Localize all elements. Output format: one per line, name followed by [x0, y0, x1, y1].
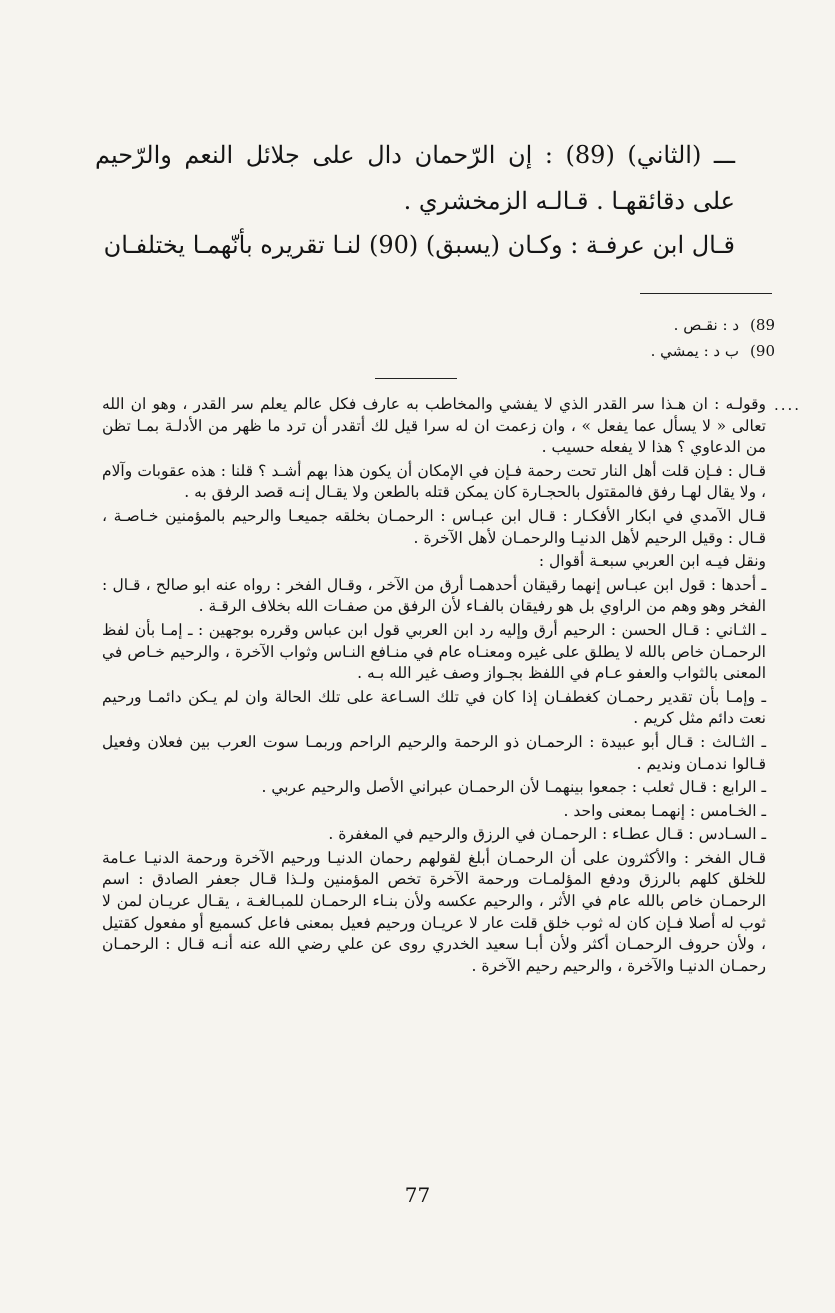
- main-text-block: [95, 132, 735, 224]
- footnote-text: ب د : يمشي .: [650, 342, 739, 360]
- commentary-paragraph: ـ الخـامس : إنهمـا بمعنى واحد .: [563, 801, 766, 820]
- footnote-separator: [640, 293, 772, 294]
- commentary-paragraph: وقولـه : ان هـذا سر القدر الذي لا يفشي والمخاطب به عارف فكل عالم يعلم سر القدر ، وهو ان الله تعالى « لا يسأل عما يفعل » ، وان زعمت ان له سرا قيل لك أتقدر أن ترد ما ظهر من الأدلـة بمـا تظن من الدعاوي ؟ هذا لا يفعله حسيب .: [102, 395, 766, 457]
- commentary-paragraph: ـ الثـالث : قـال أبو عبيدة : الرحمـان ذو الرحمة والرحيم الراحم وربمـا سوت العرب بين فعلان وفعيل قـالوا ندمـان ونديم .: [102, 732, 766, 773]
- commentary-paragraph: ونقل فيـه ابن العربي سبعـة أقوال :: [538, 552, 766, 571]
- main-text-block-2: [95, 222, 735, 268]
- footnote-number: 89): [750, 316, 775, 334]
- commentary-paragraph: ـ الرابع : قـال ثعلب : جمعوا بينهمـا لأن الرحمـان عبراني الأصل والرحيم عربي .: [261, 778, 766, 797]
- commentary-paragraph: ـ أحدها : قول ابن عبـاس إنهما رقيقان أحدهمـا أرق من الآخر ، وقـال الفخر : رواه عنه ابو صالح ، قـال : الفخر وهو وهم من الراوي بل هو رفيقان بالفـاء لأن الرفق من صفـات الله بخلاف الرقـة .: [102, 575, 766, 616]
- page-number: 77: [404, 1183, 431, 1207]
- footnote-number: 90): [750, 342, 775, 360]
- commentary-marker: ....: [774, 396, 802, 414]
- commentary-block: [102, 394, 766, 979]
- footnote: [560, 312, 775, 338]
- commentary-paragraph: ـ الثـاني : قـال الحسن : الرحيم أرق وإليه رد ابن العربي قول ابن عباس وقرره بوجهين : ـ إمـا بأن لفظ الرحمـان خاص بالله لا يطلق على غيره ومعنـاه عام في منـافع النـاس وثواب الآخرة ، والرحيم خـاص في المعنى بالثواب والعفو عـام في اللفظ بجـواز وصف غير الله بـه .: [102, 620, 766, 683]
- commentary-separator: [375, 378, 457, 379]
- commentary-paragraph: قـال : فـإن قلت أهل النار تحت رحمة فـإن في الإمكان أن يكون هذا بهم أشـد ؟ قلنا : هذه عقوبات وآلام ، ولا يقال لهـا رفق فالمقتول بالحجـارة كان يمكن قتله بالطعن ولا يقـال إنـه قصد الرفق به .: [102, 461, 766, 502]
- footnote-text: د : نقـص .: [673, 316, 739, 334]
- footnotes: [560, 312, 775, 364]
- footnote: [560, 338, 775, 364]
- commentary-paragraph: قـال الفخر : والأكثرون على أن الرحمـان أبلغ لقولهم رحمان الدنيـا ورحيم الآخرة ورحمة الدنيـا عـامة للخلق كلهم بالرزق ودفع المؤلمـات ورحمة الآخرة تخص المؤمنين ولـذا قـال جعفر الصادق : اسم الرحمـان خاص بالله عام في الأثر ، والرحيم عكسه ولأن بنـاء الرحمـان للمبـالغـة ، يقـال عريـان لمن لا ثوب له أصلا فـإن كان له ثوب خلق قلت عار لا عريـان ورحيم فعيل بمعنى فاعل كسميع أو مفعول كقتيل ، ولأن حروف الرحمـان أكثر ولأن أبـا سعيد الخدري روى عن علي رضي الله عنه أنـه قـال : الرحمـان رحمـان الدنيـا والآخرة ، والرحيم رحيم الآخرة .: [102, 848, 766, 975]
- main-text-paragraph-2: قـال ابن عرفـة : وكـان (يسبق) (90) لنـا تقريره بأنّهمـا يختلفـان: [103, 231, 735, 259]
- commentary-paragraph: ـ وإمـا بأن تقدير رحمـان كغطفـان إذا كان في تلك السـاعة على تلك الحالة وان لم يـكن دائمـا ورحيم نعت دائم مثل كريم .: [102, 687, 766, 728]
- commentary-paragraph: قـال الآمدي في ابكار الأفكـار : قـال ابن عبـاس : الرحمـان بخلقه جميعـا والرحيم بالمؤمنين خـاصـة ، قـال : وقيل الرحيم لأهل الدنيـا والرحمـان لأهل الآخرة .: [102, 506, 766, 547]
- main-text-paragraph-1: ـــ (الثاني) (89) : إن الرّحمان دال على جلائل النعم والرّحيم على دقائقهـا . قـالـه الزمخشري .: [95, 141, 735, 215]
- commentary-paragraph: ـ السـادس : قـال عطـاء : الرحمـان في الرزق والرحيم في المغفرة .: [328, 825, 766, 844]
